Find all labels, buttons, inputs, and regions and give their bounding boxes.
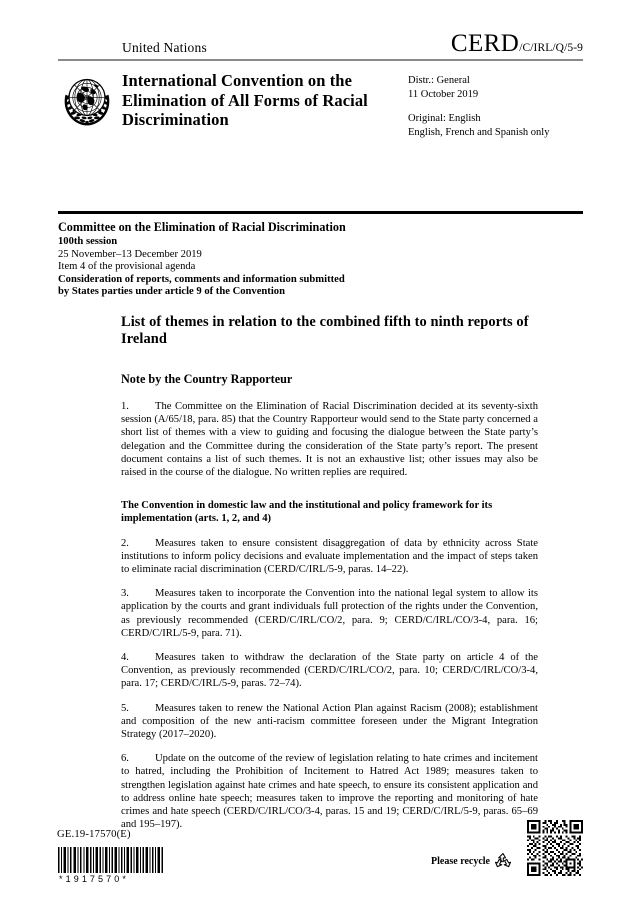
paragraph-text: The Committee on the Elimination of Racial Discrimination decided at its seventy-sixth session (A/65/18, para. 85) that the Country Rapporteur would send to the State party concerned a short list of themes with a view to guiding and focusing the dialogue between the State party’s delegation and the Committee during the consideration of the State party’s report. The present document contains a list of such themes. It is not an exhaustive list; other issues may also be raised in the course of the dialogue. No written replies are required. xyxy=(121,401,538,479)
paragraph-5 xyxy=(121,702,538,742)
distribution-type: Distr.: General xyxy=(408,75,470,86)
distribution-spacer xyxy=(408,101,583,112)
masthead-divider-thin xyxy=(58,59,583,61)
paragraph-2 xyxy=(121,537,538,577)
footer-right xyxy=(431,820,583,876)
recycle-notice xyxy=(431,851,513,871)
recycle-label: Please recycle xyxy=(431,855,490,867)
masthead-top-row xyxy=(58,30,583,57)
masthead-divider-thick xyxy=(58,211,583,214)
masthead-main-row xyxy=(58,70,583,139)
session-dates: 25 November–13 December 2019 xyxy=(58,248,202,260)
document-symbol-main: CERD xyxy=(450,30,520,57)
agenda-title-line-2: by States parties under article 9 of the Convention xyxy=(58,286,285,298)
document-date: 11 October 2019 xyxy=(408,88,479,100)
paragraph-number: 2. xyxy=(121,537,129,549)
original-language: Original: English xyxy=(408,113,481,124)
barcode-text: *1917570* xyxy=(59,874,129,884)
un-emblem-icon xyxy=(58,70,122,139)
paragraph-text: Update on the outcome of the review of legislation relating to hate crimes and incitement to hatred, including the Prohibition of Incitement to Hatred Act 1989; measures taken to strengthen legislation against hate crimes and hate speech, to ensure its consistent application and to address online hate speech; measures taken to improve the reporting and monitoring of hate crimes and hate speech (CERD/C/IRL/CO/3-4, paras. 15 and 19; CERD/C/IRL/5-9, paras. 65–69 and 195–197). xyxy=(121,753,538,831)
qr-code-graphic xyxy=(527,820,583,876)
distribution-block xyxy=(408,70,583,139)
paragraph-4 xyxy=(121,651,538,691)
paragraph-number: 4. xyxy=(121,652,129,664)
document-body xyxy=(121,314,538,831)
masthead xyxy=(58,30,583,139)
paragraph-text: Measures taken to renew the National Action Plan against Racism (2008); establishment and composition of the new anti-racism committee foreseen under the Migrant Integration Strategy (2017–2020). xyxy=(121,702,538,741)
barcode-graphic xyxy=(57,847,165,884)
paragraph-text: Measures taken to ensure consistent disaggregation of data by ethnicity across State institutions to inform policy decisions and evaluate implementation and the impact of steps taken to eliminate racial discrimination (CERD/C/IRL/5-9, paras. 14–22). xyxy=(121,537,538,576)
document-symbol xyxy=(451,31,583,56)
committee-name: Committee on the Elimination of Racial Discrimination xyxy=(58,220,346,234)
document-symbol-suffix: /C/IRL/Q/5-9 xyxy=(519,42,583,54)
paragraph-3 xyxy=(121,587,538,640)
agenda-title-line-1: Consideration of reports, comments and information submitted xyxy=(58,273,345,285)
section-heading: The Convention in domestic law and the institutional and policy framework for its implementation (arts. 1, 2, and 4) xyxy=(121,500,493,525)
job-number: GE.19-17570(E) xyxy=(57,829,131,840)
organization-name: United Nations xyxy=(122,40,207,55)
paragraph-number: 6. xyxy=(121,753,129,765)
note-heading: Note by the Country Rapporteur xyxy=(121,372,293,386)
recycle-icon xyxy=(493,851,513,871)
paragraph-text: Measures taken to incorporate the Convention into the national legal system to allow its application by the courts and grant individuals full protection of the rights under the Convention, as previously recommended (CERD/C/IRL/CO/2, para. 9; CERD/C/IRL/CO/3-4, para. 16; CERD/C/IRL/5-9, para. 71). xyxy=(121,588,538,639)
paragraph-text: Measures taken to withdraw the declaration of the State party on article 4 of the Convention, as previously recommended (CERD/C/IRL/CO/2, para. 10; CERD/C/IRL/CO/3-4, para. 17; CERD/C/IRL/5-9, paras. 72–74). xyxy=(121,652,538,690)
session-number: 100th session xyxy=(58,236,118,247)
paragraph-1 xyxy=(121,400,538,479)
convention-title: International Convention on the Elimination of All Forms of Racial Discrimination xyxy=(122,71,368,129)
page-title: List of themes in relation to the combined fifth to ninth reports of Ireland xyxy=(121,314,529,347)
paragraph-number: 1. xyxy=(121,401,129,412)
paragraph-number: 5. xyxy=(121,702,129,714)
agenda-item: Item 4 of the provisional agenda xyxy=(58,261,196,273)
footer-left xyxy=(57,828,165,884)
paragraph-number: 3. xyxy=(121,588,129,600)
available-languages: English, French and Spanish only xyxy=(408,126,550,138)
committee-block xyxy=(58,220,583,299)
